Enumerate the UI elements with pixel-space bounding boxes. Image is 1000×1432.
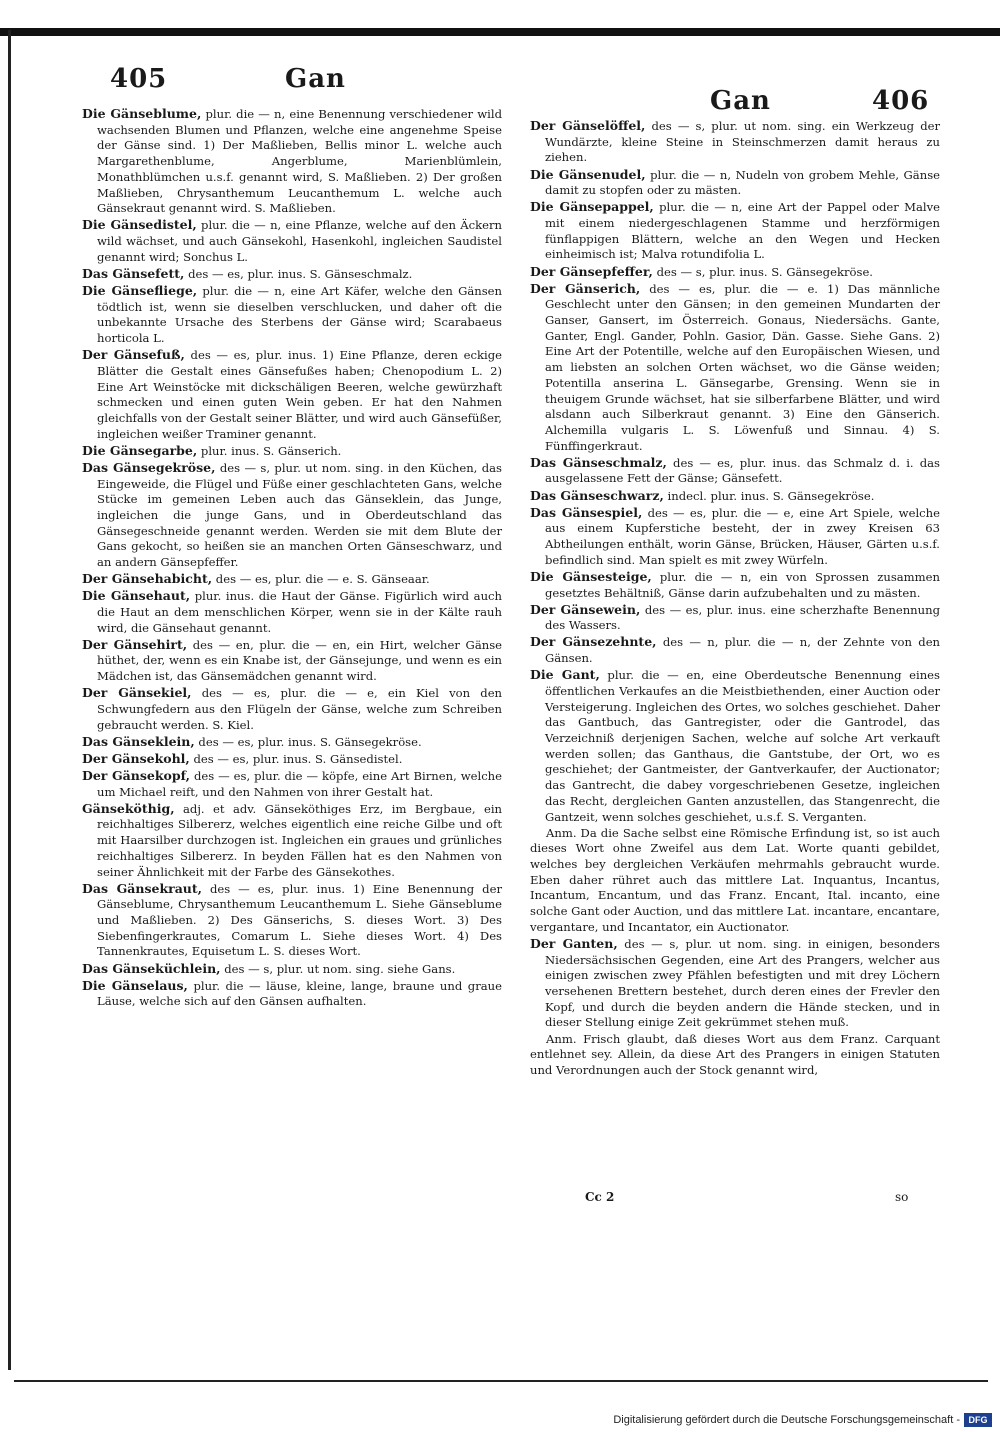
entry-headword: Die Gänsenudel, [530, 166, 646, 182]
entry-text: des — es, plur. die — e. S. Gänseaar. [215, 572, 430, 587]
entry-text: des — s, plur. ut nom. sing. in den Küchen, das Eingeweide, die Flügel und Füße einer geschlachteten Gans, welche Stücke im gemeinen Leben auch das Gänseklein, das Junge, ingleichen die junge Gans, und in Oberdeutschland das Gänsegeschneide genannt werden. Werden sie mit dem Blute der Gans gekocht, so heißen sie an manchen Orten Gänseschwarz, und an andern Gänsepfeffer. [97, 460, 503, 570]
dictionary-entry [82, 217, 502, 265]
entry-headword: Der Gänsehabicht, [82, 571, 213, 587]
left-column [82, 106, 502, 1010]
entry-text: des — es, plur. inus. 1) Eine Pflanze, deren eckige Blätter die Gestalt eines Gänsefußes haben; Chenopodium L. 2) Eine Art Weinstöcke mit dickschäligen Beeren, welche gewürzhaft schmecken und einen guten Wein geben. Er hat den Nahmen gleichfalls von der Gestalt seiner Blätter, und wird auch Gänsefüßer, ingleichen weißer Traminer genannt. [97, 348, 503, 441]
entry-text: plur. die — n, Nudeln von grobem Mehle, Gänse damit zu stopfen oder zu mästen. [545, 167, 940, 198]
dictionary-entry [82, 571, 502, 588]
dfg-credit: Digitalisierung gefördert durch die Deutsche Forschungsgemeinschaft - [613, 1414, 960, 1426]
dictionary-entry [530, 264, 940, 281]
top-scan-border [0, 28, 1000, 36]
entry-headword: Das Gänsespiel, [530, 504, 643, 520]
entry-headword: Der Gänsekopf, [82, 767, 191, 783]
left-scan-border [8, 30, 11, 1370]
entry-text: plur. die — n, eine Art Käfer, welche den Gänsen tödtlich ist, wenn sie dieselben verschlucken, und daher oft die unbekannte Ursache des Sterbens der Gänse wird; Scarabaeus horticola L. [97, 283, 502, 346]
dictionary-entry [530, 936, 940, 1031]
entry-headword: Die Gänsesteige, [530, 568, 652, 584]
dictionary-entry [82, 734, 502, 751]
entry-headword: Die Gänseblume, [82, 106, 202, 121]
entry-headword: Der Gänsefuß, [82, 347, 185, 363]
dictionary-entry [82, 768, 502, 800]
entry-text: plur. die — läuse, kleine, lange, braune und graue Läuse, welche sich auf den Gänsen aufhalten. [97, 978, 502, 1009]
bottom-scan-border [14, 1380, 988, 1382]
dictionary-entry [530, 488, 940, 505]
entry-text: Anm. Da die Sache selbst eine Römische Erfindung ist, so ist auch dieses Wort ohne Zweifel aus dem Lat. Worte quanti gebildet, welches bey dergleichen Verkäufen mehrmahls gebraucht wurde. Eben daher rühret auch das mittlere Lat. Inquantus, Incantus, Incantum, Encantum, und das Franz. Encant, Ital. incanto, eine solche Gant oder Auction, und das mittlere Lat. incantare, encantare, vergantare, und Incantator, ein Auctionator. [530, 825, 940, 934]
entry-headword: Das Gänseküchlein, [82, 960, 221, 976]
entry-text: des — es, plur. inus. eine scherzhafte Benennung des Wassers. [545, 602, 941, 633]
entry-headword: Gänseköthig, [82, 800, 175, 816]
entry-text: des — es, plur. die — e. 1) Das männliche Geschlecht unter den Gänsen; in den gemeinen Mundarten der Ganser, Gansert, im Österreich. Gonaus, Niedersächs. Gante, Ganter, Engl. Gander, Pohln. Gasior, Dän. Gasse. Siehe Gans. 2) Eine Art der Potentille, welche auf den Europäischen Wiesen, und am liebsten an solchen Orten wächset, wo die Gänse weiden; Potentilla anserina L. Gänsegarbe, Grensing. Wenn sie in theuigem Grunde wächset, hat sie silberfarbene Blätter, und wird alsdann auch Silberkraut genannt. 3) Eine den Gänserich. Alchemilla vulgaris L. S. Löwenfuß und Sinnau. 4) S. Fünffingerkraut. [545, 281, 941, 453]
dictionary-entry [82, 961, 502, 978]
dictionary-entry [82, 266, 502, 283]
dictionary-entry [530, 455, 940, 487]
dictionary-entry [82, 460, 502, 571]
entry-headword: Das Gänsegekröse, [82, 459, 216, 475]
dictionary-entry [530, 569, 940, 601]
entry-text: adj. et adv. Gänseköthiges Erz, im Bergbaue, ein reichhaltiges Silbererz, welches eigentlich eine reiche Gilbe und oft mit Haarsilber durchzogen ist. Ingleichen ein graues und grünliches reichhaltiges Silbererz. In beyden Fällen hat es den Nahmen von seiner Ähnlichkeit mit der Farbe des Gänsekothes. [97, 801, 502, 879]
entry-headword: Das Gänseklein, [82, 733, 195, 749]
dictionary-entry [82, 685, 502, 733]
entry-text: Anm. Frisch glaubt, daß dieses Wort aus dem Franz. Carquant entlehnet sey. Allein, da diese Art des Prangers in einigen Statuten und Verordnungen auch der Stock genannt wird, [530, 1031, 940, 1077]
dictionary-entry [530, 281, 940, 455]
dictionary-entry [530, 602, 940, 634]
entry-text: plur. inus. die Haut der Gänse. Figürlich wird auch die Haut an dem menschlichen Körper, wenn sie in der Kälte rauh wird, die Gänsehaut genannt. [97, 589, 503, 635]
entry-headword: Die Gänsegarbe, [82, 442, 198, 458]
dictionary-entry [82, 588, 502, 636]
dictionary-entry [82, 106, 502, 217]
entry-text: plur. die — n, eine Benennung verschiedener wild wachsenden Blumen und Pflanzen, welche eine angenehme Speise der Gänse sind. 1) Der Maßlieben, Bellis minor L. welche auch Margarethenblume, Angerblume, Marienblümlein, Monathblümchen u.s.f. genannt wird, S. Maßlieben. 2) Der großen Maßlieben, Chrysanthemum Leucanthemum L. welche auch Gänsekraut genannt wird. S. Maßlieben. [97, 107, 503, 216]
right-running-head: Gan [710, 86, 771, 116]
dictionary-entry [82, 347, 502, 442]
entry-text: des — es, plur. inus. S. Gänseschmalz. [188, 266, 413, 281]
dictionary-entry [82, 801, 502, 881]
signature-mark: Cc 2 [585, 1190, 615, 1204]
entry-headword: Das Gänsekraut, [82, 880, 203, 896]
entry-headword: Das Gänsefett, [82, 265, 185, 281]
entry-text: des — s, plur. inus. S. Gänsegekröse. [656, 264, 873, 279]
left-running-head: Gan [285, 64, 346, 94]
entry-text: des — s, plur. ut nom. sing. in einigen, besonders Niedersächsischen Gegenden, eine Art des Prangers, welcher aus einigen zwischen zwey Pfählen befestigten und mit drey Löchern versehenen Brettern bestehet, durch deren eines der Frevler den Kopf, und durch die beyden andern die Hände stecken, und in dieser Stellung einige Zeit gekrümmet stehen muß. [545, 936, 940, 1030]
entry-headword: Der Ganten, [530, 935, 618, 951]
catchword: so [895, 1190, 909, 1204]
entry-text: des — s, plur. ut nom. sing. ein Werkzeug der Wundärzte, kleine Steine in Steinschmerzen damit heraus zu ziehen. [545, 119, 941, 165]
entry-headword: Das Gänseschwarz, [530, 487, 664, 503]
entry-note [530, 1032, 940, 1079]
entry-headword: Der Gänsewein, [530, 601, 641, 617]
dictionary-entry [82, 978, 502, 1010]
dictionary-entry [530, 118, 940, 166]
entry-headword: Der Gänsehirt, [82, 636, 188, 652]
entry-headword: Der Gänselöffel, [530, 118, 646, 133]
dictionary-entry [82, 637, 502, 685]
dictionary-entry [82, 881, 502, 961]
right-page-number: 406 [872, 86, 930, 116]
entry-text: indecl. plur. inus. S. Gänsegekröse. [667, 488, 875, 503]
entry-headword: Der Gänsekiel, [82, 685, 192, 701]
entry-text: des — es, plur. inus. 1) Eine Benennung der Gänseblume, Chrysanthemum Leucanthemum L. Siehe Gänseblume und Maßlieben. 2) Des Gänserichs, S. dieses Wort. 3) Des Siebenfingerkrautes, Comarum L. Siehe dieses Wort. 4) Des Tannenkrautes, Equisetum L. S. dieses Wort. [97, 881, 502, 959]
entry-text: plur. die — n, eine Pflanze, welche auf den Äckern wild wächset, und auch Gänsekohl, Hasenkohl, ingleichen Saudistel genannt wird; Sonchus L. [97, 218, 502, 264]
entry-text: des — en, plur. die — en, ein Hirt, welcher Gänse hüthet, der, wenn es ein Knabe ist, der Gänsejunge, und wenn es ein Mädchen ist, das Gänsemädchen genannt wird. [97, 637, 503, 684]
entry-headword: Die Gänsehaut, [82, 588, 191, 604]
entry-headword: Der Gänsepfeffer, [530, 263, 653, 279]
dictionary-entry [530, 505, 940, 569]
entry-headword: Die Gänsedistel, [82, 217, 197, 233]
entry-headword: Der Gänsekohl, [82, 750, 190, 766]
entry-text: plur. inus. S. Gänserich. [200, 443, 342, 458]
entry-headword: Die Gänsepappel, [530, 199, 654, 215]
entry-text: plur. die — n, ein von Sprossen zusammen gesetztes Behältniß, Gänse darin aufzubehalten und zu mästen. [545, 569, 940, 600]
left-page-number: 405 [110, 64, 168, 94]
entry-headword: Die Gant, [530, 667, 600, 683]
entry-text: des — es, plur. inus. das Schmalz d. i. das ausgelassene Fett der Gänse; Gänsefett. [545, 455, 941, 486]
entry-text: plur. die — en, eine Oberdeutsche Benennung eines öffentlichen Verkaufes an die Meistbiethenden, einer Auction oder Versteigerung. Ingleichen des Ortes, wo solches geschiehet. Daher das Gantbuch, das Gantregister, oder die Gantrodel, das Verzeichniß derjenigen Sachen, welche auf solche Art verkauft werden sollen; das Ganthaus, die Gantstube, der Ort, wo es geschiehet; der Gantmeister, der Gantverkaufer, der Auctionator; das Gantrecht, die dabey vorgeschriebenen Gesetze, ingleichen das Recht, dergleichen Ganten anzustellen, das Stangenrecht, die Gantzeit, wenn solches geschiehet, u.s.f. S. Verganten. [545, 668, 940, 824]
entry-text: des — n, plur. die — n, der Zehnte von den Gänsen. [545, 635, 941, 666]
dictionary-entry [82, 283, 502, 347]
entry-text: des — es, plur. die — e, eine Art Spiele, welche aus einem Kupferstiche besteht, der in zwey Kreisen 63 Abtheilungen enthält, worin Gänse, Brücken, Häuser, Gärten u.s.f. befindlich sind. Man spielt es mit zwey Würfeln. [545, 505, 940, 567]
entry-headword: Der Gänserich, [530, 280, 641, 296]
entry-text: des — s, plur. ut nom. sing. siehe Gans. [224, 961, 456, 976]
entry-headword: Die Gänsefliege, [82, 282, 198, 298]
entry-headword: Das Gänseschmalz, [530, 454, 667, 470]
entry-text: plur. die — n, eine Art der Pappel oder Malve mit einem niedergeschlagenen Stamme und herzförmigen fünflappigen Blättern, welche an den Wegen und Hecken einheimisch ist; Malva rotundifolia L. [545, 200, 941, 262]
dictionary-entry [530, 634, 940, 666]
entry-note [530, 826, 940, 936]
right-column [530, 118, 940, 1079]
dictionary-entry [530, 167, 940, 199]
entry-text: des — es, plur. inus. S. Gänsegekröse. [198, 734, 422, 749]
dictionary-entry [530, 667, 940, 825]
entry-text: des — es, plur. die — e, ein Kiel von den Schwungfedern aus den Flügeln der Gänse, welche zum Schreiben gebraucht werden. S. Kiel. [97, 686, 503, 732]
entry-headword: Die Gänselaus, [82, 977, 188, 993]
entry-headword: Der Gänsezehnte, [530, 634, 657, 650]
dictionary-entry [530, 199, 940, 263]
dictionary-entry [82, 443, 502, 460]
dfg-logo: DFG [964, 1413, 992, 1427]
entry-text: des — es, plur. inus. S. Gänsedistel. [193, 751, 403, 766]
dictionary-entry [82, 751, 502, 768]
entry-text: des — es, plur. die — köpfe, eine Art Birnen, welche um Michael reift, und den Nahmen von ihrer Gestalt hat. [97, 768, 503, 799]
